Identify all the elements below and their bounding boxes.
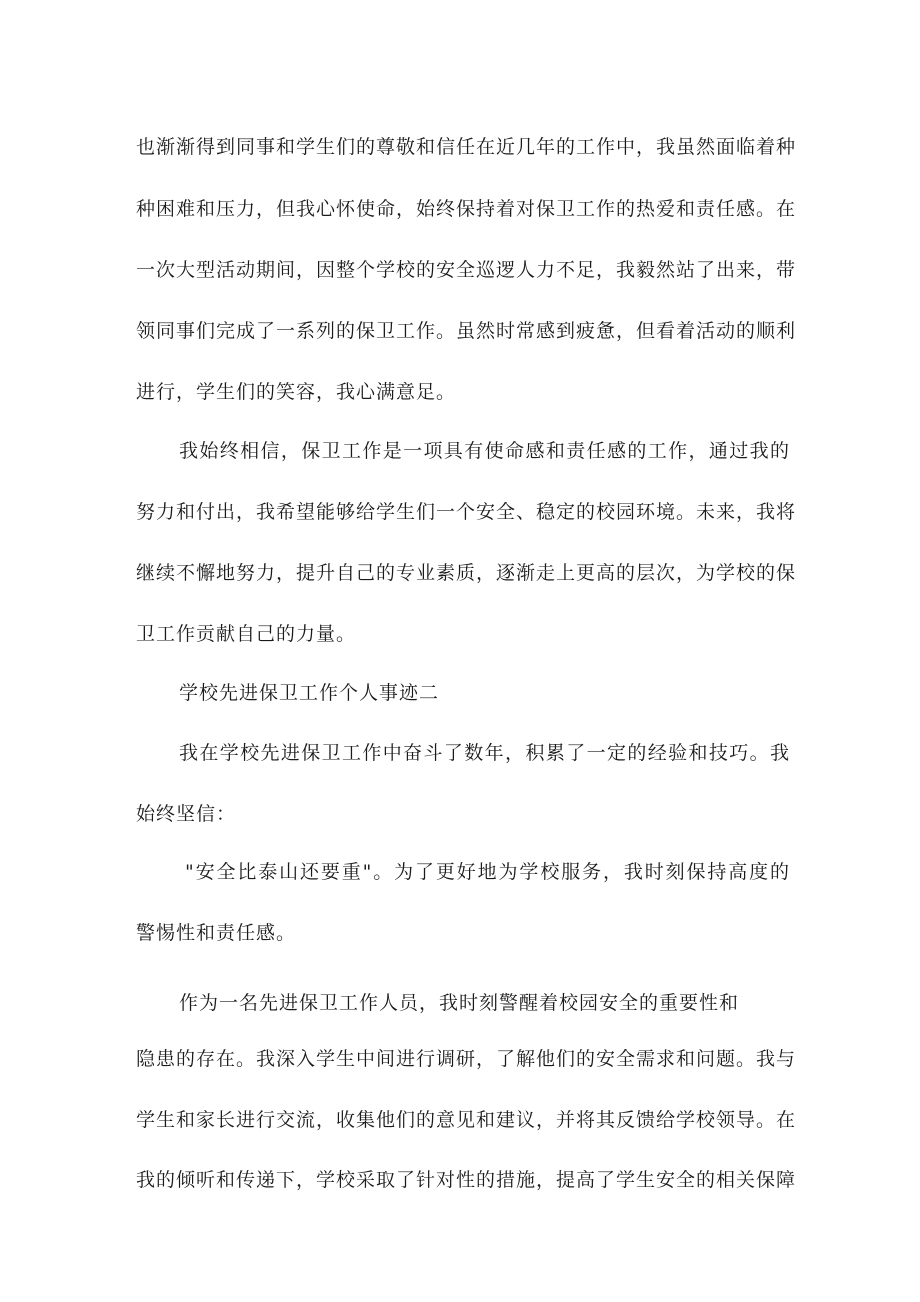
paragraph-1-line-2: 种困难和压力，但我心怀使命，始终保持着对保卫工作的热爱和责任感。在 — [136, 198, 797, 220]
paragraph-2-line-3: 继续不懈地努力，提升自己的专业素质，逐渐走上更高的层次，为学校的保 — [136, 562, 797, 584]
paragraph-5-line-4: 我的倾听和传递下，学校采取了针对性的措施，提高了学生安全的相关保障 — [136, 1169, 797, 1191]
paragraph-1-line-3: 一次大型活动期间，因整个学校的安全巡逻人力不足，我毅然站了出来，带 — [136, 259, 797, 281]
paragraph-1-line-5: 进行，学生们的笑容，我心满意足。 — [136, 381, 457, 403]
paragraph-5-line-2: 隐患的存在。我深入学生中间进行调研，了解他们的安全需求和问题。我与 — [136, 1048, 797, 1070]
paragraph-2-line-1: 我始终相信，保卫工作是一项具有使命感和责任感的工作，通过我的 — [179, 440, 790, 462]
paragraph-3-line-2: 始终坚信： — [136, 803, 237, 825]
paragraph-3-line-1: 我在学校先进保卫工作中奋斗了数年，积累了一定的经验和技巧。我 — [179, 742, 790, 764]
paragraph-5-line-1: 作为一名先进保卫工作人员，我时刻警醒着校园安全的重要性和 — [179, 992, 740, 1014]
paragraph-5-line-3: 学生和家长进行交流，收集他们的意见和建议，并将其反馈给学校领导。在 — [136, 1109, 797, 1131]
paragraph-1-line-1: 也渐渐得到同事和学生们的尊敬和信任在近几年的工作中，我虽然面临着种 — [136, 136, 797, 158]
paragraph-4-line-1: "安全比泰山还要重"。为了更好地为学校服务，我时刻保持高度的 — [185, 861, 790, 883]
paragraph-2-line-2: 努力和付出，我希望能够给学生们一个安全、稳定的校园环境。未来，我将 — [136, 501, 797, 523]
paragraph-1-line-4: 领同事们完成了一系列的保卫工作。虽然时常感到疲惫，但看着活动的顺利 — [136, 320, 797, 342]
section-title: 学校先进保卫工作个人事迹二 — [179, 682, 440, 704]
paragraph-2-line-4: 卫工作贡献自己的力量。 — [136, 623, 357, 645]
paragraph-4-line-2: 警惕性和责任感。 — [136, 922, 297, 944]
